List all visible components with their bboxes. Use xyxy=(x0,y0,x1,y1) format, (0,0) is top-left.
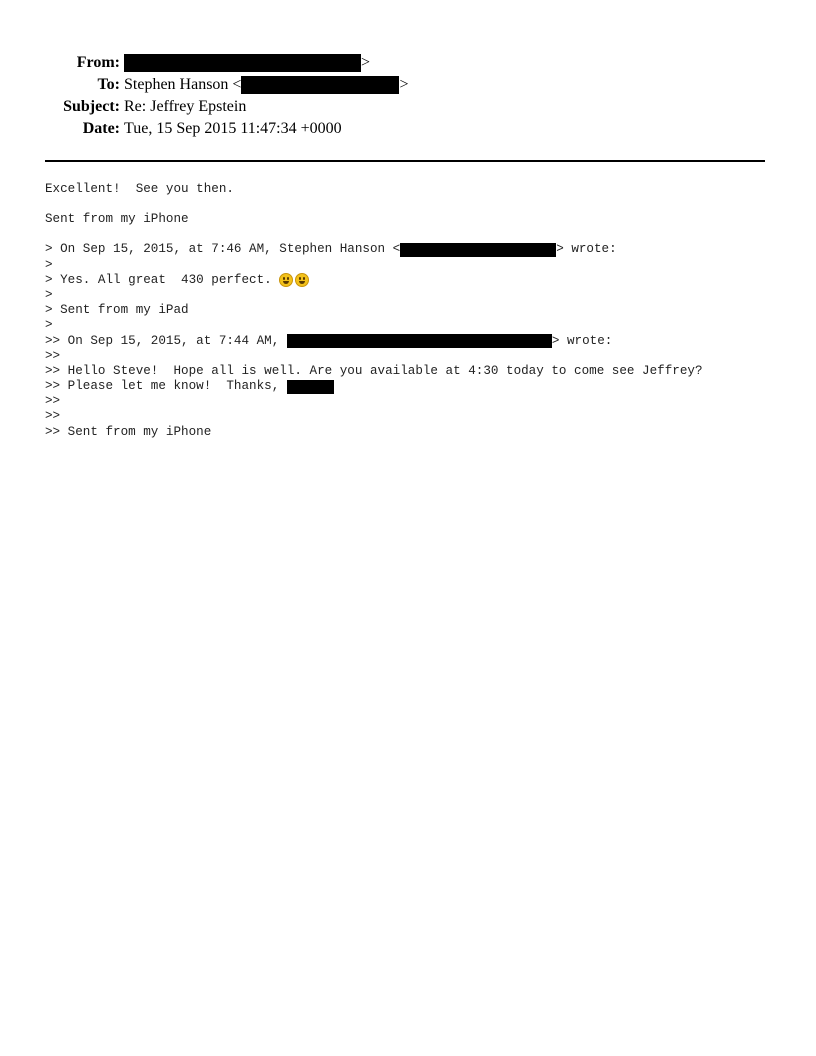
quote-attribution: > On Sep 15, 2015, at 7:46 AM, Stephen Hanson < xyxy=(45,242,401,257)
quote-attribution-suffix: > wrote: xyxy=(551,333,613,348)
double-quoted-line: >> xyxy=(45,348,61,363)
redaction-block xyxy=(287,380,334,394)
body-line: Excellent! See you then. xyxy=(45,182,234,196)
date-value: Tue, 15 Sep 2015 11:47:34 +0000 xyxy=(124,120,342,137)
subject-label: Subject: xyxy=(63,98,120,115)
quote-attribution-suffix: > wrote: xyxy=(556,242,617,257)
grinning-face-icon xyxy=(295,273,309,287)
quoted-line: > Sent from my iPad xyxy=(45,303,189,318)
double-quoted-line: >> xyxy=(45,409,61,424)
quoted-line: > xyxy=(45,318,53,333)
to-value xyxy=(124,74,408,96)
double-quoted-line: >> Hello Steve! Hope all is well. Are you available at 4:30 today to come see Jeffrey? xyxy=(45,363,703,378)
quoted-line: > xyxy=(45,257,53,272)
redaction-block xyxy=(241,76,399,94)
redaction-block xyxy=(287,334,552,348)
subject-value: Re: Jeffrey Epstein xyxy=(124,98,247,115)
to-label: To: xyxy=(97,76,120,93)
to-suffix: > xyxy=(399,76,409,93)
date-label: Date: xyxy=(82,120,120,137)
quoted-line: > xyxy=(45,287,53,302)
from-label: From: xyxy=(76,54,120,71)
email-body xyxy=(45,182,703,440)
from-suffix: > xyxy=(361,54,371,71)
double-quoted-line xyxy=(45,379,703,394)
header-divider xyxy=(45,160,765,162)
double-quoted-line: >> Sent from my iPhone xyxy=(45,424,212,439)
redaction-block xyxy=(124,54,361,72)
body-line: Sent from my iPhone xyxy=(45,212,189,227)
quote-attribution: >> On Sep 15, 2015, at 7:44 AM, xyxy=(45,333,287,348)
double-quoted-line xyxy=(45,334,703,349)
to-name: Stephen Hanson < xyxy=(124,76,242,93)
from-value xyxy=(124,52,370,74)
grinning-face-icon xyxy=(279,273,293,287)
quoted-text: > Yes. All great 430 perfect. xyxy=(45,272,280,287)
quoted-line xyxy=(45,242,703,257)
quoted-line xyxy=(45,273,703,288)
double-quoted-line: >> xyxy=(45,394,61,409)
redaction-block xyxy=(400,243,556,257)
quoted-text: >> Please let me know! Thanks, xyxy=(45,379,287,394)
